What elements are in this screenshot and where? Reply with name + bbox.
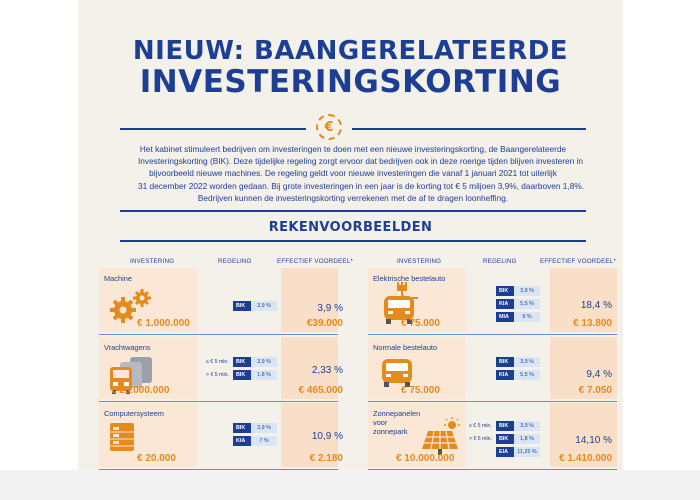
regeling-badge-kia (496, 370, 540, 380)
effective-percentage: 14,10 % (575, 435, 612, 446)
regeling-rate: 1,8 % (257, 372, 271, 378)
investment-amount: € 1.000.000 (137, 318, 190, 329)
title-line-2: INVESTERINGSKORTING (139, 64, 562, 100)
regeling-rate: 3,9 % (520, 423, 534, 429)
regeling-code: KIA (233, 436, 251, 446)
effective-benefit: € 13.800 (573, 318, 612, 329)
regeling-rate: 3,9 % (520, 359, 534, 365)
effective-percentage: 10,9 % (311, 431, 343, 442)
effective-percentage: 3,9 % (317, 303, 343, 314)
regeling-rate: 1,8 % (520, 436, 534, 442)
regeling-badge-mia (496, 312, 540, 322)
regeling-badge-bik (233, 301, 277, 311)
threshold-label: ≤ € 5 mln. (206, 359, 229, 365)
regeling-code: BIK (496, 421, 514, 431)
regeling-code: MIA (496, 312, 514, 322)
item-name: Computersysteem (104, 409, 164, 418)
item-name: Machine (104, 274, 132, 283)
investment-amount: € 20.000 (137, 453, 176, 464)
effective-benefit: € 7.050 (578, 385, 612, 396)
item-name: Zonnepanelen voor zonnepark (373, 409, 421, 436)
divider-right (352, 128, 586, 130)
header-investering-left: INVESTERING (130, 258, 175, 265)
investment-amount: € 75.000 (401, 385, 440, 396)
effective-percentage: 18,4 % (580, 300, 612, 311)
effective-benefit: € 465.000 (298, 385, 343, 396)
regeling-code: KIA (496, 370, 514, 380)
regeling-rate: 11,25 % (517, 449, 537, 455)
regeling-rate: 3,9 % (257, 425, 271, 431)
header-investering-right: INVESTERING (397, 258, 442, 265)
row-divider-left-0 (99, 334, 338, 335)
effective-benefit: € 1.410.000 (559, 453, 612, 464)
regeling-rate: 3,9 % (257, 359, 271, 365)
row-divider-left-1 (99, 401, 338, 402)
section-subtitle: REKENVOORBEELDEN (268, 220, 433, 235)
regeling-rate: 5,5 % (520, 372, 534, 378)
regeling-rate: 3,9 % (520, 288, 534, 294)
investment-amount: € 10.000.000 (396, 453, 455, 464)
regeling-badge-bik (496, 357, 540, 367)
regeling-code: BIK (233, 301, 251, 311)
intro-text (138, 143, 585, 204)
divider-middle (120, 210, 586, 212)
bottom-band (0, 470, 700, 500)
regeling-code: BIK (233, 423, 251, 433)
row-divider-right-0 (368, 334, 617, 335)
regeling-badge-bik (496, 434, 540, 444)
regeling-badge-bik (233, 423, 277, 433)
row-divider-left-2 (99, 469, 338, 470)
intro-line: Investeringskorting (BIK). Deze tijdelijke regeling zorgt ervoor dat bedrijven ook in deze roerige tijden blijven investeren in (138, 156, 584, 167)
item-name: Normale bestelauto (373, 343, 438, 352)
regeling-rate: 5,5 % (520, 301, 534, 307)
regeling-code: BIK (496, 357, 514, 367)
threshold-label: > € 5 mln. (206, 372, 229, 378)
header-regeling-left: REGELING (218, 258, 252, 265)
regeling-badge-bik (496, 421, 540, 431)
regeling-code: BIK (233, 357, 251, 367)
regeling-badge-bik (496, 286, 540, 296)
regeling-badge-kia (233, 436, 277, 446)
regeling-code: BIK (496, 286, 514, 296)
regeling-code: BIK (496, 434, 514, 444)
regeling-rate: 9 % (522, 314, 532, 320)
row-divider-right-2 (368, 469, 617, 470)
divider-subtitle (120, 240, 586, 242)
intro-line: Het kabinet stimuleert bedrijven om investeringen te doen met een nieuwe investeringskorting, de Baangerelateerde (139, 144, 567, 154)
header-effectief-right: EFFECTIEF VOORDEEL* (540, 258, 616, 265)
regeling-badge-bik (233, 357, 277, 367)
row-divider-right-1 (368, 401, 617, 402)
server-icon (108, 421, 138, 458)
threshold-label: > € 5 mln. (469, 436, 492, 442)
item-name: Vrachtwagens (104, 343, 151, 352)
title-line-1: NIEUW: BAANGERELATEERDE (132, 36, 569, 66)
effective-percentage: 9,4 % (586, 369, 612, 380)
regeling-badge-eia (496, 447, 540, 457)
regeling-rate: 3,9 % (257, 303, 271, 309)
euro-cycle-icon: € (316, 114, 342, 140)
regeling-rate: 7 % (259, 438, 269, 444)
regeling-code: EIA (496, 447, 514, 457)
regeling-badge-bik (233, 370, 277, 380)
header-effectief-left: EFFECTIEF VOORDEEL* (277, 258, 353, 265)
divider-left (120, 128, 306, 130)
intro-line: bijvoorbeeld nieuwe machines. De regeling geldt voor nieuwe investeringen die vanaf 1 januari 2021 tot uiterlijk (149, 168, 557, 179)
intro-line: Bedrijven kunnen de investeringskorting verrekenen met de af te dragen loonheffing. (197, 192, 509, 203)
header-regeling-right: REGELING (483, 258, 517, 265)
effective-benefit: € 2.180 (309, 453, 343, 464)
regeling-code: BIK (233, 370, 251, 380)
intro-line: 31 december 2022 worden gedaan. Bij grote investeringen in een jaar is de korting tot € 5 miljoen 3,9%, daarboven 1,8%. (138, 180, 585, 191)
regeling-badge-kia (496, 299, 540, 309)
investment-amount: € 20.000.000 (111, 385, 170, 396)
regeling-code: KIA (496, 299, 514, 309)
effective-benefit: €39.000 (306, 318, 343, 329)
effective-percentage: 2,33 % (311, 365, 343, 376)
investment-amount: € 75.000 (401, 318, 440, 329)
item-name: Elektrische bestelauto (373, 274, 446, 283)
threshold-label: ≤ € 5 mln. (469, 423, 492, 429)
